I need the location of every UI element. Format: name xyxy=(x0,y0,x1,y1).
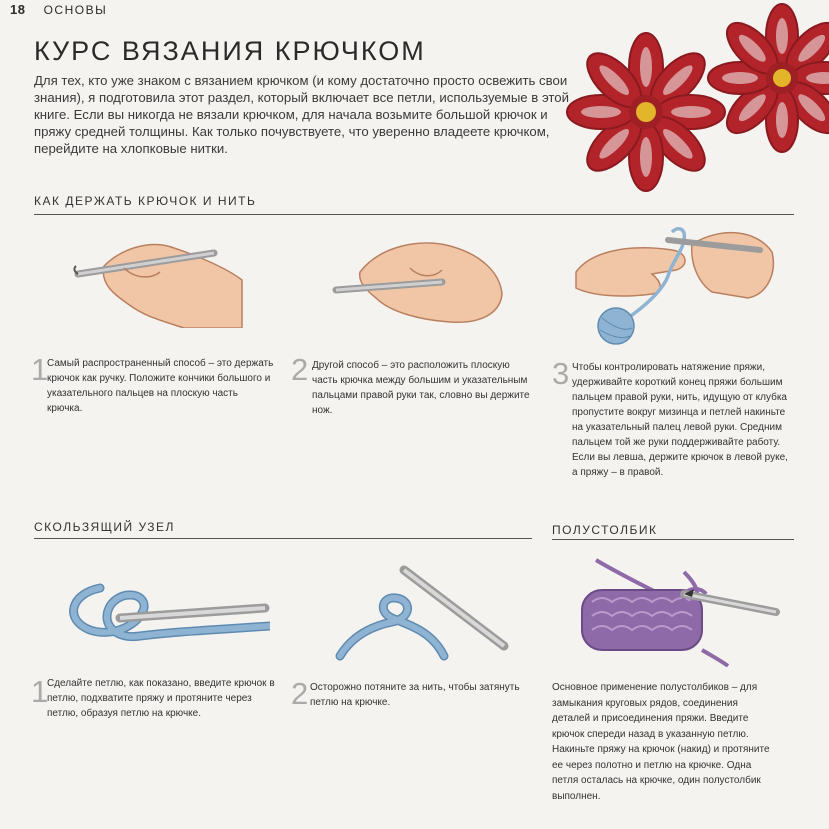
step-number: 1 xyxy=(31,674,49,709)
step-text: Чтобы контролировать натяжение пряжи, удерживайте короткий конец пряжи большим пальцем правой руки, нить, идущую от клубка пропустите вокруг мизинца и петлей накиньте на указательный палец левой руки. Средним пальцем той же руки поддерживайте работу. Если вы левша, держите крючок в левой руке, а пряжу – в правой. xyxy=(572,362,788,478)
step-number: 2 xyxy=(291,676,309,711)
intro-paragraph: Для тех, кто уже знаком с вязанием крючком (и кому достаточно просто освежить свои знания), я подготовила этот раздел, который включает все петли, используемые в этой книге. Если вы никогда не вязали крючком, для начала возьмите большой крючок и пряжу средней толщины. Как только почувствуете, что уверенно владеете крючком, перейдите на хлопковые нитки. xyxy=(34,73,569,156)
section-divider xyxy=(34,538,532,539)
hand-holding-hook-knife-illustration xyxy=(330,232,510,327)
section-divider xyxy=(34,214,794,215)
step-number: 1 xyxy=(31,352,49,387)
page-number: 18 xyxy=(10,2,26,17)
slip-stitch-illustration xyxy=(576,552,781,667)
section-title-slip-knot: СКОЛЬЗЯЩИЙ УЗЕЛ xyxy=(34,520,175,534)
page-header xyxy=(10,2,107,17)
step-number: 3 xyxy=(552,356,570,391)
section-title-holding: КАК ДЕРЖАТЬ КРЮЧОК И НИТЬ xyxy=(34,194,257,208)
step-number: 2 xyxy=(291,352,309,387)
section-name: ОСНОВЫ xyxy=(43,3,108,17)
step-text: Другой способ – это расположить плоскую часть крючка между большим и указательным пальцами правой руки так, словно вы держите нож. xyxy=(312,360,530,416)
step-text: Сделайте петлю, как показано, введите крючок в петлю, подхватите пряжу и протяните через петлю, образуя петлю на крючке. xyxy=(47,678,275,719)
section-divider xyxy=(552,539,794,540)
section-title-slip-stitch: ПОЛУСТОЛБИК xyxy=(552,523,658,537)
slip-knot-loop-illustration xyxy=(60,580,270,670)
page-title: КУРС ВЯЗАНИЯ КРЮЧКОМ xyxy=(34,36,426,66)
hand-holding-hook-pencil-illustration xyxy=(64,228,244,328)
slip-stitch-description: Основное применение полустолбиков – для замыкания круговых рядов, соединения деталей и присоединения пряжи. Введите крючок спереди назад в указанную петлю. Накиньте пряжу на крючок (накид) и протяните ее через полотно и петлю на крючке. Одна петля осталась на крючке, один полустолбик выполнен. xyxy=(552,682,770,802)
step-text: Осторожно потяните за нить, чтобы затянуть петлю на крючке. xyxy=(310,682,520,708)
step-text: Самый распространенный способ – это держать крючок как ручку. Положите кончики большого и указательного пальцев на плоскую часть крючка. xyxy=(47,358,274,414)
slip-knot-tighten-illustration xyxy=(332,556,512,666)
hands-with-yarn-illustration xyxy=(572,222,777,347)
crochet-flowers-image xyxy=(556,0,829,200)
